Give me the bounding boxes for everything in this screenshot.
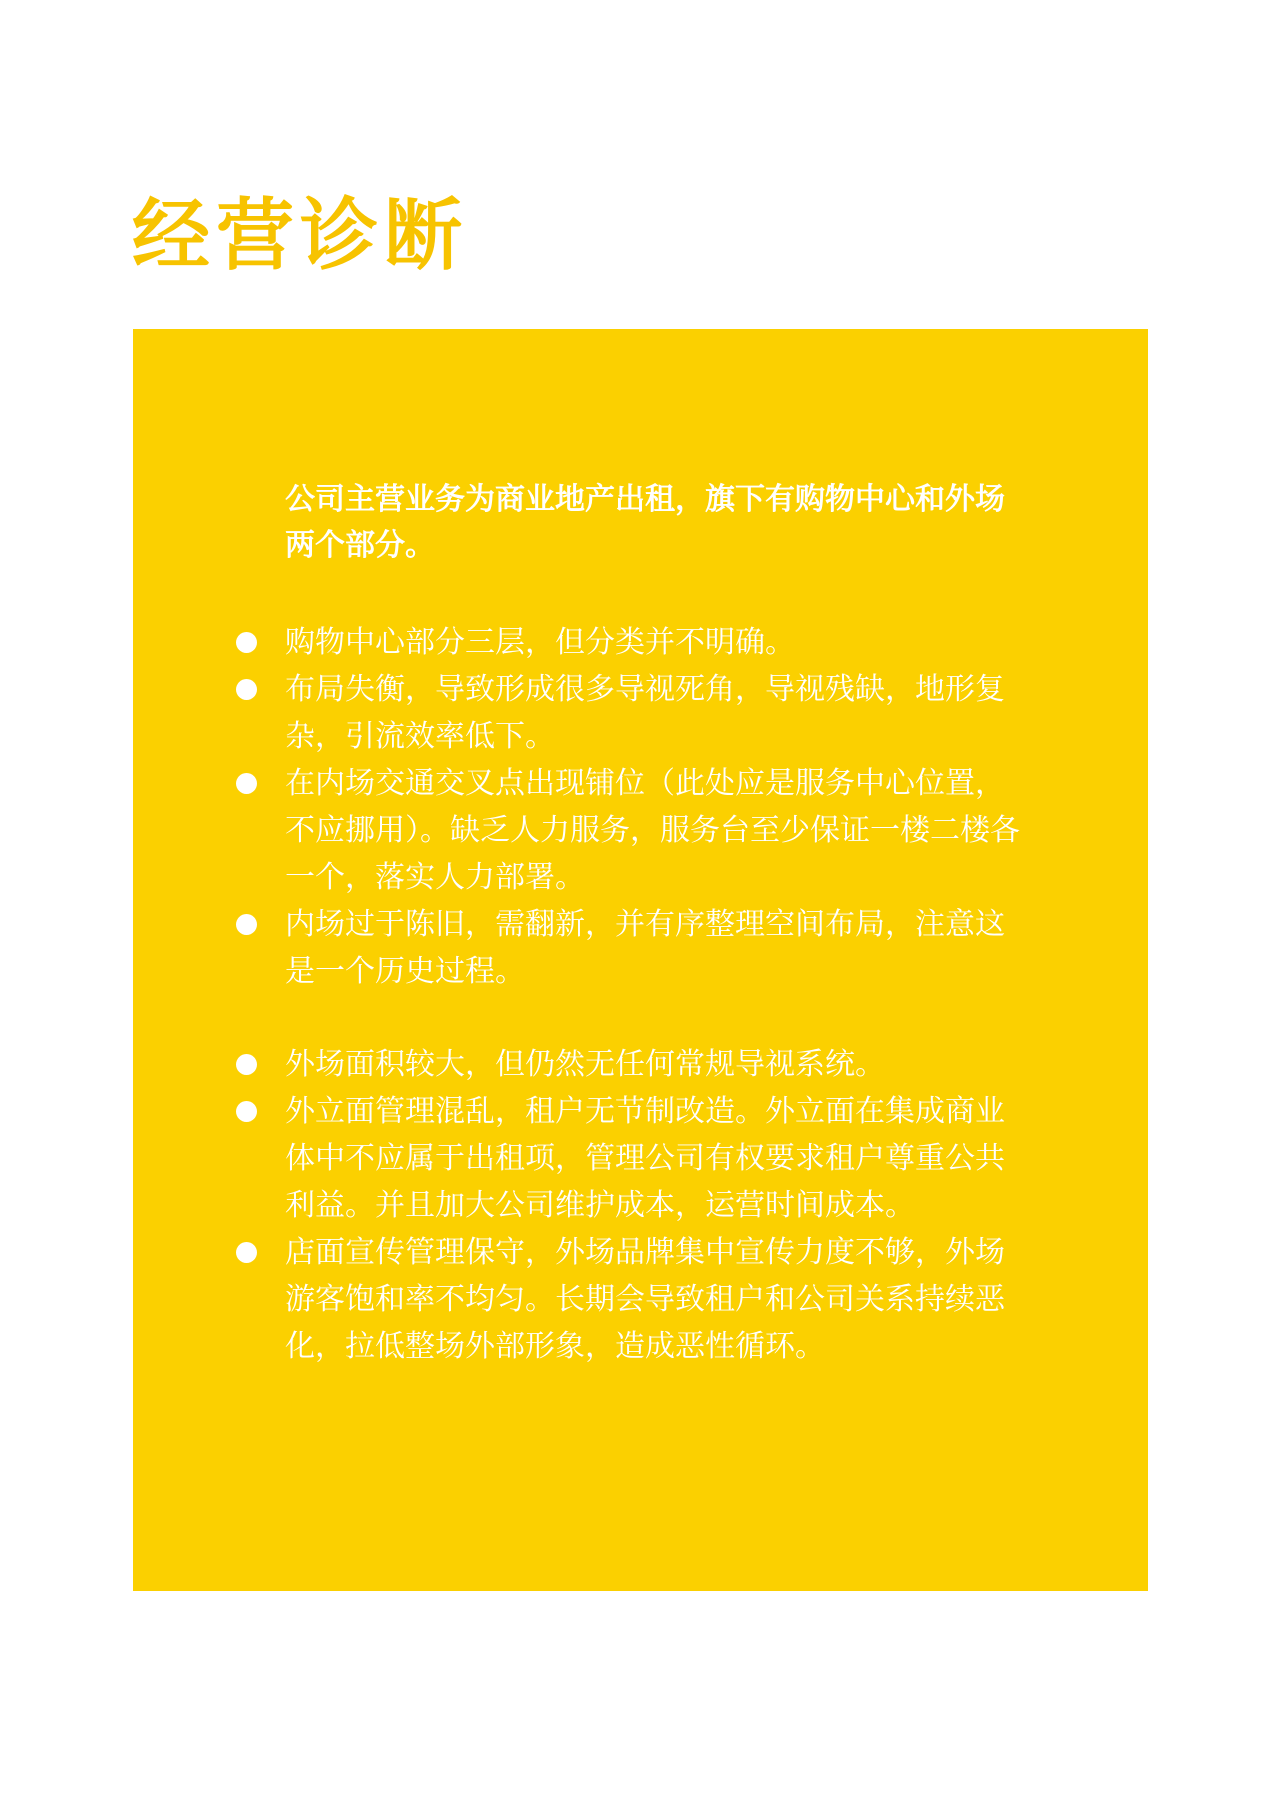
list-item-text: 店面宣传管理保守，外场品牌集中宣传力度不够，外场游客饱和率不均匀。长期会导致租户和公司关系持续恶化，拉低整场外部形象，造成恶性循环。: [285, 1235, 1005, 1364]
list-item-text: 外场面积较大，但仍然无任何常规导视系统。: [285, 1047, 885, 1082]
list-item: [285, 1229, 1025, 1370]
diagnosis-panel: [133, 329, 1148, 1591]
list-item-text: 外立面管理混乱，租户无节制改造。外立面在集成商业体中不应属于出租项，管理公司有权要求租户尊重公共利益。并且加大公司维护成本，运营时间成本。: [285, 1094, 1005, 1223]
list-item: [285, 760, 1025, 901]
list-item: [285, 1041, 1025, 1088]
page-title: 经营诊断: [132, 191, 469, 281]
list-item: [285, 1088, 1025, 1229]
list-item: [285, 666, 1025, 760]
exterior-issues-list: [285, 1041, 1025, 1370]
list-item-text: 购物中心部分三层，但分类并不明确。: [285, 625, 795, 660]
bullet-dot-icon: [236, 632, 257, 653]
bullet-dot-icon: [236, 1101, 257, 1122]
intro-text: 公司主营业务为商业地产出租，旗下有购物中心和外场两个部分。: [285, 482, 1005, 563]
list-item-text: 布局失衡，导致形成很多导视死角，导视残缺，地形复杂，引流效率低下。: [285, 672, 1005, 754]
mall-issues-list: [285, 619, 1025, 995]
bullet-dot-icon: [236, 1242, 257, 1263]
list-item-text: 内场过于陈旧，需翻新，并有序整理空间布局，注意这是一个历史过程。: [285, 907, 1005, 989]
list-item-text: 在内场交通交叉点出现铺位（此处应是服务中心位置，不应挪用）。缺乏人力服务，服务台至少保证一楼二楼各一个，落实人力部署。: [285, 766, 1020, 895]
bullet-dot-icon: [236, 773, 257, 794]
list-item: [285, 901, 1025, 995]
panel-content: [285, 477, 1025, 1370]
bullet-dot-icon: [236, 679, 257, 700]
list-item: [285, 619, 1025, 666]
bullet-dot-icon: [236, 1054, 257, 1075]
bullet-dot-icon: [236, 914, 257, 935]
